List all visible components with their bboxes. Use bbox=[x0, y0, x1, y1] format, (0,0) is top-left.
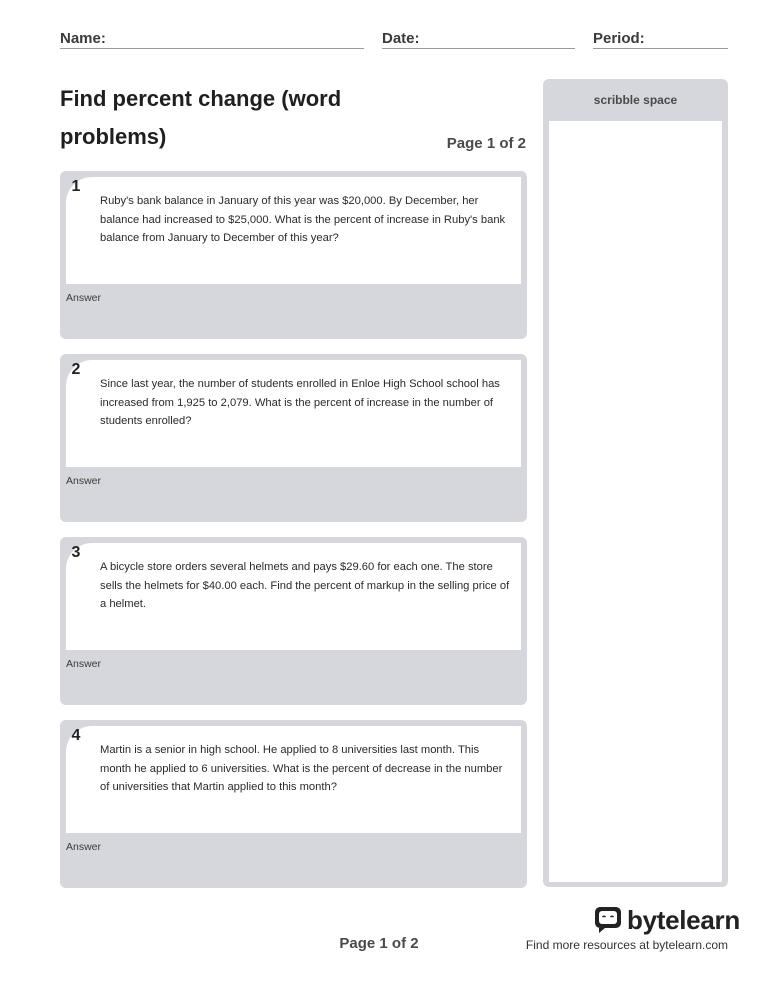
question-card bbox=[60, 537, 527, 705]
bytelearn-logo bbox=[594, 905, 740, 935]
question-card bbox=[60, 720, 527, 888]
question-text: Since last year, the number of students enrolled in Enloe High School school has increased from 1,925 to 2,079. What is the percent of increase in the number of students enrolled? bbox=[100, 378, 500, 427]
scribble-panel bbox=[543, 79, 728, 887]
question-text: Martin is a senior in high school. He applied to 8 universities last month. This month he applied to 6 universities. What is the percent of decrease in the number of universities that Martin applied to this month? bbox=[100, 744, 503, 793]
question-number: 2 bbox=[71, 361, 81, 378]
date-label: Date: bbox=[382, 30, 420, 47]
scribble-title: scribble space bbox=[593, 93, 678, 107]
answer-label: Answer bbox=[66, 658, 102, 670]
logo-wordmark: bytelearn bbox=[627, 904, 740, 935]
question-number: 4 bbox=[71, 727, 81, 744]
page-indicator-bottom: Page 1 of 2 bbox=[339, 935, 419, 952]
worksheet-title: Find percent change (word problems) bbox=[60, 86, 342, 149]
period-field[interactable] bbox=[593, 30, 728, 49]
question-text: Ruby's bank balance in January of this year was $20,000. By December, her balance had increased to $25,000. What is the percent of increase in Ruby's bank balance from January to December of this year? bbox=[100, 195, 506, 244]
period-label: Period: bbox=[593, 30, 645, 47]
name-field[interactable] bbox=[60, 30, 364, 49]
name-label: Name: bbox=[60, 30, 106, 47]
answer-label: Answer bbox=[66, 292, 102, 304]
question-number: 1 bbox=[71, 178, 81, 195]
question-card bbox=[60, 171, 527, 339]
answer-label: Answer bbox=[66, 475, 102, 487]
question-text: A bicycle store orders several helmets and pays $29.60 for each one. The store sells the helmets for $40.00 each. Find the percent of markup in the selling price of a helmet. bbox=[100, 561, 510, 610]
question-card bbox=[60, 354, 527, 522]
bytelearn-logo-icon bbox=[594, 906, 622, 934]
answer-label: Answer bbox=[66, 841, 102, 853]
footer-tagline: Find more resources at bytelearn.com bbox=[525, 938, 728, 952]
page-indicator-top: Page 1 of 2 bbox=[446, 135, 526, 152]
question-number: 3 bbox=[71, 544, 81, 561]
date-field[interactable] bbox=[382, 30, 575, 49]
scribble-area[interactable] bbox=[549, 121, 722, 882]
